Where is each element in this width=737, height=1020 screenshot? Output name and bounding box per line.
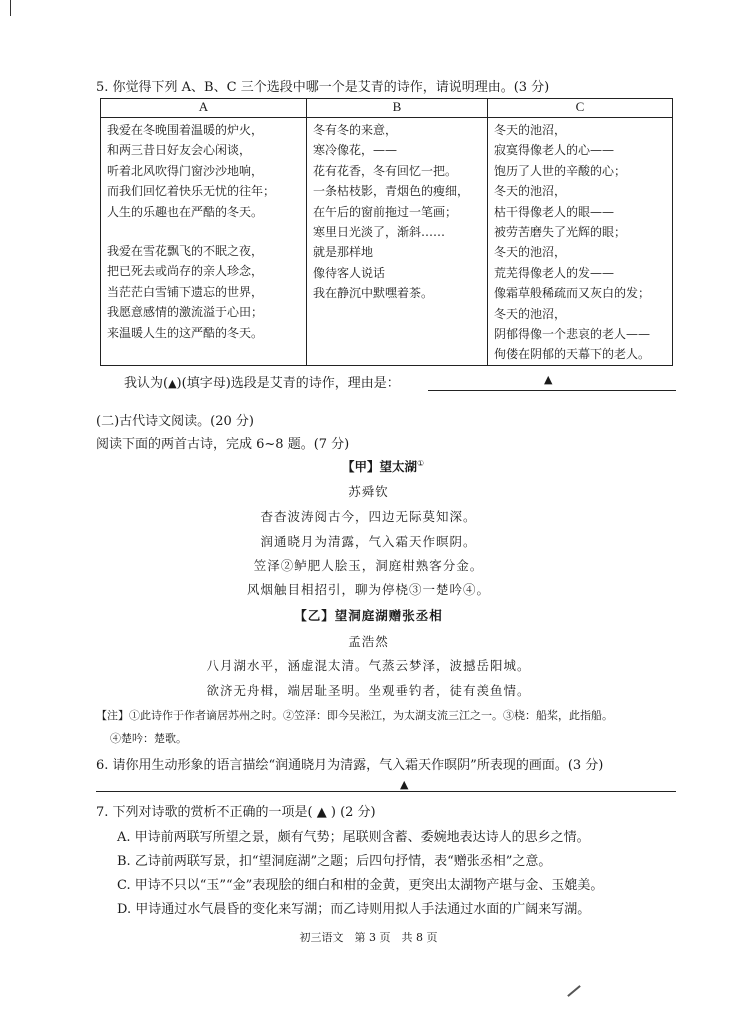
excerpt-a-line: 把已死去或尚存的亲人珍念， xyxy=(107,264,264,279)
excerpt-c-line: 冬天的池沼， xyxy=(494,306,567,321)
excerpt-a-line: 人生的乐趣也在严酷的冬天。 xyxy=(107,204,264,219)
excerpt-c-line: 冬天的池沼， xyxy=(494,184,567,199)
poem-jia-line: 笠泽②鲈肥人脍玉，洞庭柑熟客分金。 xyxy=(253,558,484,573)
excerpt-b-line: 寒冷像花，—— xyxy=(313,143,398,158)
q6-answer-line[interactable] xyxy=(96,791,676,792)
q7-option-a[interactable]: A. 甲诗前两联写所望之景，颇有气势；尾联则含蓄、委婉地表达诗人的思乡之情。 xyxy=(117,830,590,845)
q7-option-b[interactable]: B. 乙诗前两联写景，扣“望洞庭湖”之题；后四句抒情，表“赠张丞相”之意。 xyxy=(117,854,552,869)
excerpt-a-line: 我爱在冬晚围着温暖的炉火， xyxy=(107,123,264,137)
column-header-b: B xyxy=(307,99,488,118)
footnote-marker: ① xyxy=(417,458,425,468)
excerpt-c-line: 冬天的池沼， xyxy=(494,245,567,260)
poem-jia-title xyxy=(342,457,424,475)
poem-jia-title-text: 【甲】望太湖 xyxy=(342,459,418,474)
q5-answer-mid: )(填字母)选段是艾青的诗作，理由是： xyxy=(176,376,400,391)
poem-jia-line: 风烟触目相招引，聊为停桡③一楚吟④。 xyxy=(246,582,490,597)
excerpt-b-line: 我在静沉中默嘿着茶。 xyxy=(313,286,434,301)
excerpt-b-line: 一条枯枝影，青烟色的瘦细， xyxy=(313,184,470,199)
poem-jia-line: 润通晓月为清露，气入霜天作暝阴。 xyxy=(260,534,477,549)
excerpt-b xyxy=(307,118,488,366)
poem-yi-author: 孟浩然 xyxy=(348,634,389,649)
q7-option-d[interactable]: D. 甲诗通过水气晨昏的变化来写湖；而乙诗则用拟人手法通过水面的广阔来写湖。 xyxy=(117,902,591,917)
excerpt-c-line: 冬天的池沼， xyxy=(494,123,567,137)
scan-mark xyxy=(10,0,11,16)
excerpt-b-line: 像待客人说话 xyxy=(313,265,386,280)
excerpt-a-line: 当茫茫白雪铺下遗忘的世界， xyxy=(107,284,264,299)
page-footer: 初三语文 第 3 页 共 8 页 xyxy=(299,931,438,944)
q6-prompt: 6. 请你用生动形象的语言描绘“润通晓月为清露，气入霜天作暝阴”所表现的画面。(3 分) xyxy=(96,758,604,773)
excerpt-a-line: 我愿意感情的激流溢于心田； xyxy=(107,305,264,320)
answer-line-marker: ▲ xyxy=(400,778,409,791)
poem-jia-line: 杳杳波涛阅古今，四边无际莫知深。 xyxy=(260,509,477,524)
section-title: (二)古代诗文阅读。(20 分) xyxy=(96,414,254,429)
excerpt-a-line: 来温暖人生的这严酷的冬天。 xyxy=(107,325,264,340)
excerpt-a-line: 听着北风吹得门窗沙沙地响， xyxy=(107,163,264,178)
annotation-line: 【注】①此诗作于作者谪居苏州之时。②笠泽：即今吴淞江，为太湖支流三江之一。③桡：船桨，此指船。 xyxy=(96,709,613,722)
section-instruction: 阅读下面的两首古诗，完成 6~8 题。(7 分) xyxy=(96,437,350,452)
excerpt-b-line: 在午后的窗前拖过一笔画； xyxy=(313,204,458,219)
excerpt-b-line: 花有花香，冬有回忆一把。 xyxy=(313,163,458,178)
excerpt-c-line: 阴郁得像一个悲哀的老人—— xyxy=(494,327,651,342)
annotation-line: ④楚吟：楚歌。 xyxy=(110,732,187,745)
answer-line-marker: ▲ xyxy=(544,373,553,386)
excerpt-b-line: 冬有冬的来意， xyxy=(313,123,398,137)
column-header-a: A xyxy=(101,99,307,118)
q7-prompt: 7. 下列对诗歌的赏析不正确的一项是( ▲ ) (2 分) xyxy=(96,805,376,820)
q5-answer-line[interactable] xyxy=(428,390,676,391)
poem-comparison-table xyxy=(100,98,673,366)
q7-option-c[interactable]: C. 甲诗不只以“玉”“金”表现脍的细白和柑的金黄，更突出太湖物产堪与金、玉媲美。 xyxy=(117,878,604,893)
poem-jia-author: 苏舜钦 xyxy=(348,484,389,499)
excerpt-b-line: 寒里日光淡了，渐斜…… xyxy=(313,225,446,240)
excerpt-c-line: 荒芜得像老人的发—— xyxy=(494,265,615,280)
excerpt-c-line: 寂寞得像老人的心—— xyxy=(494,143,615,158)
q5-answer-prompt xyxy=(124,372,400,391)
excerpt-a-line: 和两三昔日好友会心闲谈， xyxy=(107,143,252,158)
excerpt-c-line: 佝偻在阴郁的天幕下的老人。 xyxy=(494,347,651,362)
column-header-c: C xyxy=(488,99,673,118)
scan-mark xyxy=(567,985,581,997)
excerpt-a-line: 我爱在雪花飘飞的不眠之夜， xyxy=(107,244,264,259)
excerpt-c xyxy=(488,118,673,366)
q5-answer-prefix: 我认为( xyxy=(124,376,169,391)
answer-blank-marker: ▲ xyxy=(168,377,177,390)
excerpt-b-line: 就是那样地 xyxy=(313,245,374,260)
excerpt-a xyxy=(101,118,307,366)
excerpt-c-line: 被劳苦磨失了光辉的眼； xyxy=(494,225,627,240)
excerpt-c-line: 枯干得像老人的眼—— xyxy=(494,204,615,219)
poem-yi-title: 【乙】望洞庭湖赠张丞相 xyxy=(294,608,443,623)
excerpt-a-line: 而我们回忆着快乐无忧的往年； xyxy=(107,184,276,199)
excerpt-c-line: 饱历了人世的辛酸的心； xyxy=(494,163,627,178)
poem-yi-line: 八月湖水平，涵虚混太清。气蒸云梦泽，波撼岳阳城。 xyxy=(206,658,531,673)
excerpt-c-line: 像霜草般稀疏而又灰白的发； xyxy=(494,286,651,301)
q5-prompt: 5. 你觉得下列 A、B、C 三个选段中哪一个是艾青的诗作，请说明理由。(3 分) xyxy=(96,80,550,95)
poem-yi-line: 欲济无舟楫，端居耻圣明。坐观垂钓者，徒有羡鱼情。 xyxy=(206,683,531,698)
